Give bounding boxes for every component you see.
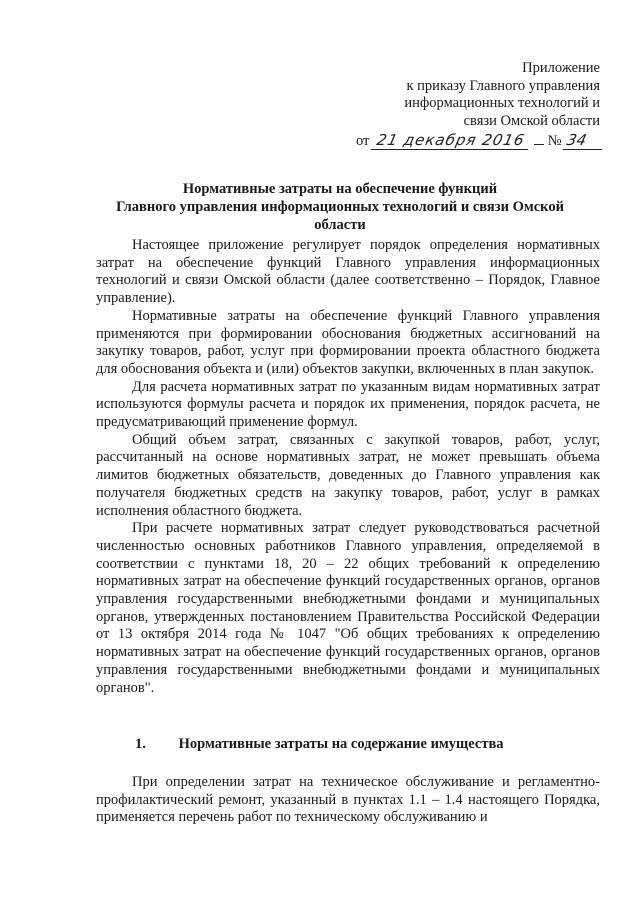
- title-line: Нормативные затраты на обеспечение функций: [182, 181, 498, 197]
- section-number: 1.: [135, 736, 146, 752]
- title-line: Главного управления информационных технологий и связи Омской: [116, 199, 564, 215]
- order-number-handwritten: 34: [563, 131, 606, 150]
- appendix-line: Приложение: [522, 60, 600, 76]
- paragraph: При расчете нормативных затрат следует руководствоваться расчетной численностью основных работников Главного управления, определяемой в соответствии с пунктами 18, 20 – 22 общих требований к определению нормативных затрат на обеспечение функций государственных органов, органов управления государственными внебюджетными фондами и муниципальных органов, утвержденных постановлением Правительства Российской Федерации от 13 октября 2014 года № 1047 "Об общих требованиях к определению нормативных затрат на обеспечение функций государственных органов, органов управления государственными внебюджетными фондами и муниципальных органов".: [96, 520, 600, 696]
- order-number-label: №: [547, 133, 562, 149]
- appendix-line: информационных технологий и: [404, 95, 600, 111]
- section-body: [96, 774, 600, 827]
- paragraph: Нормативные затраты на обеспечение функций Главного управления применяются при формировании обоснования бюджетных ассигнований на закупку товаров, работ, услуг при формировании проекта областного бюджета для обоснования объекта и (или) объектов закупки, включенных в план закупок.: [96, 307, 600, 377]
- order-date-handwritten: 21 декабря 2016: [371, 131, 532, 150]
- appendix-line: связи Омской области: [463, 112, 600, 129]
- order-prefix: от: [356, 133, 370, 149]
- intro-paragraphs: [96, 237, 600, 697]
- section-title: Нормативные затраты на содержание имущества: [178, 736, 504, 752]
- order-date-number: [356, 131, 604, 150]
- paragraph: Настоящее приложение регулирует порядок определения нормативных затрат на обеспечение функций Главного управления информационных технологий и связи Омской области (далее соответственно – Порядок, Главное управление).: [96, 237, 600, 307]
- appendix-block: [404, 60, 600, 130]
- appendix-line: к приказу Главного управления: [406, 77, 600, 94]
- section-heading: [135, 736, 504, 753]
- title-line: области: [314, 217, 366, 233]
- paragraph: При определении затрат на техническое обслуживание и регламентно-профилактический ремонт, указанный в пунктах 1.1 – 1.4 настоящего Порядка, применяется перечень работ по техническому обслуживанию и: [96, 774, 600, 826]
- paragraph: Для расчета нормативных затрат по указанным видам нормативных затрат используются формулы расчета и порядок их применения, порядок расчета, не предусматривающий применение формул.: [96, 378, 600, 431]
- paragraph: Общий объем затрат, связанных с закупкой товаров, работ, услуг, рассчитанный на основе нормативных затрат, не может превышать объема лимитов бюджетных обязательств, доведенных до Главного управления как получателя бюджетных средств на закупку товаров, работ, услуг в рамках исполнения областного бюджета.: [96, 431, 600, 519]
- document-title: [100, 180, 580, 234]
